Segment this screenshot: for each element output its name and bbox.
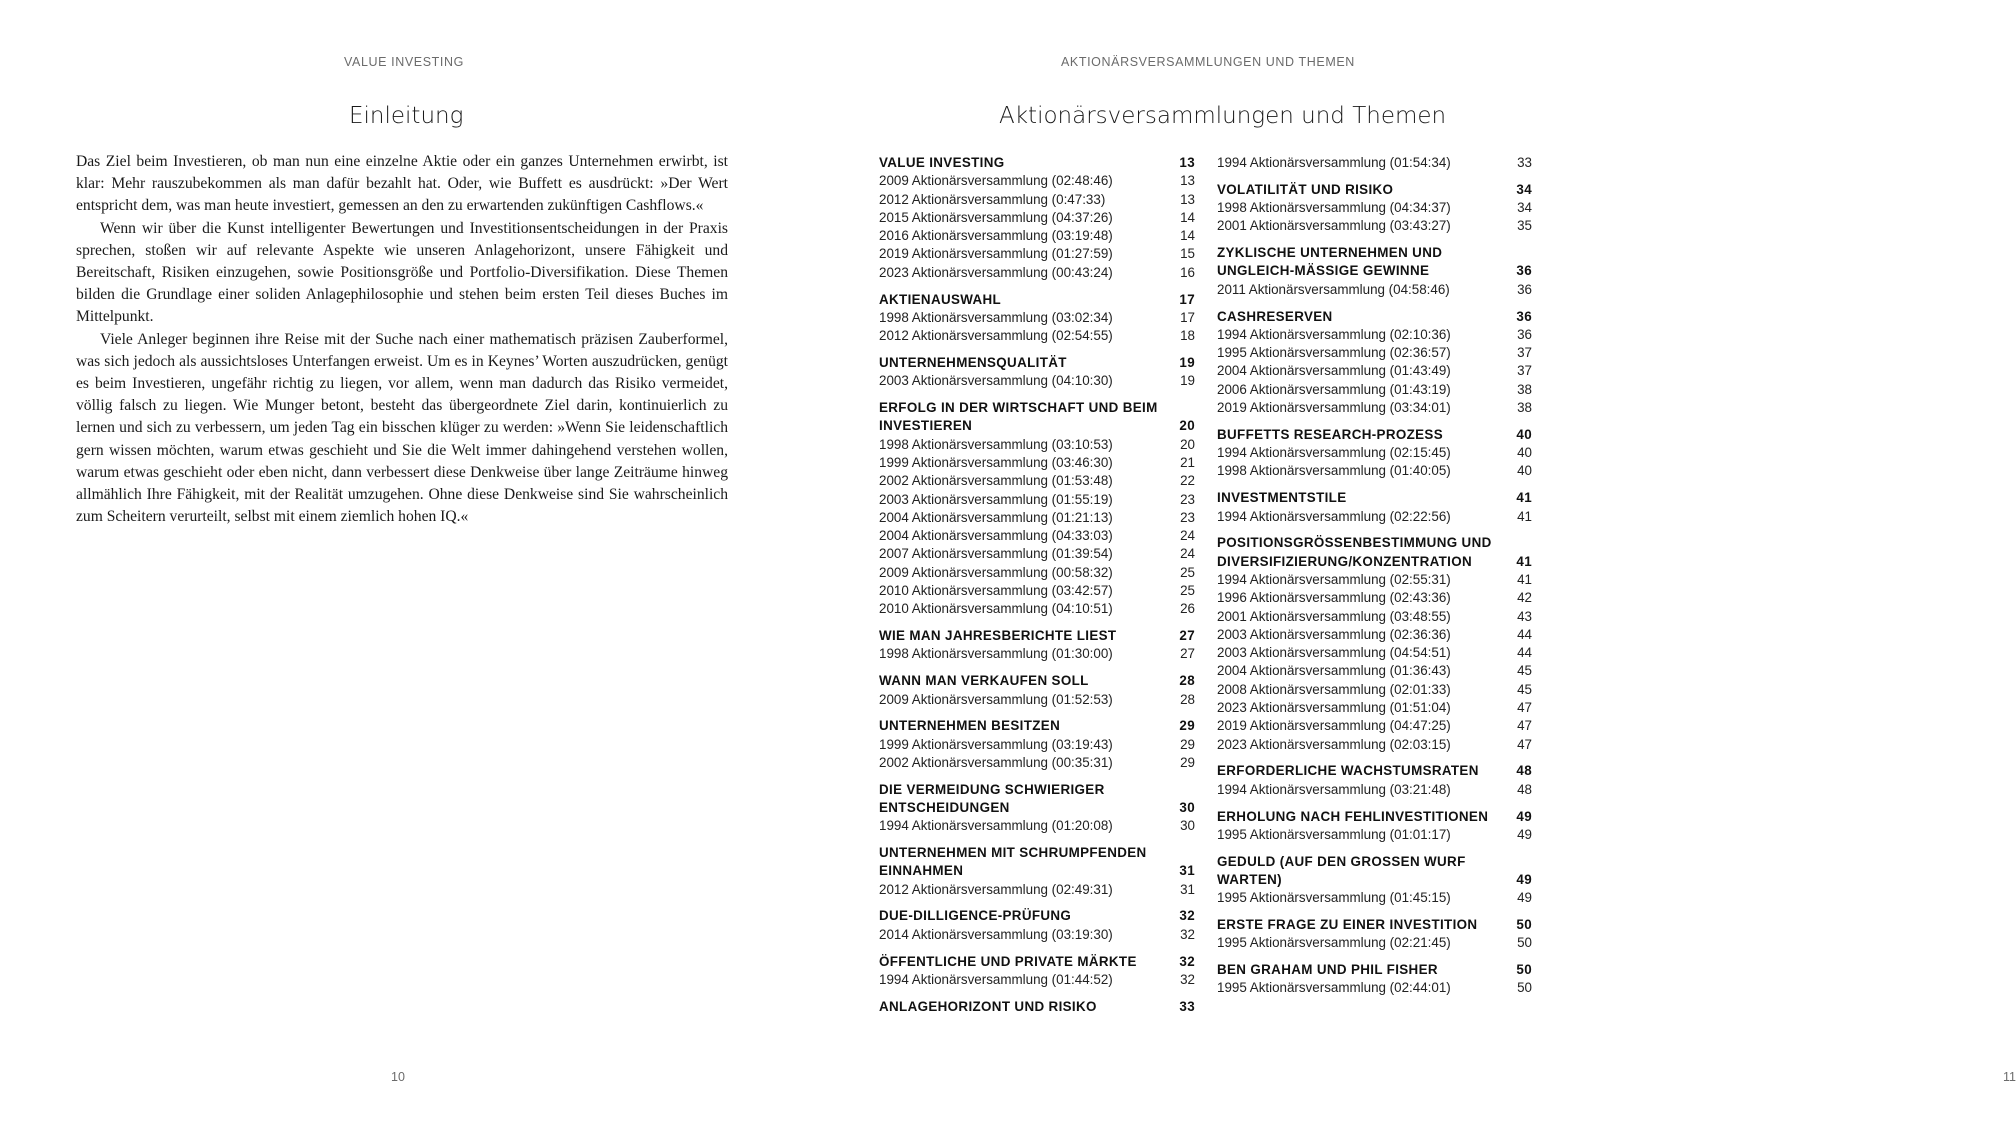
toc-entry	[879, 971, 1195, 989]
toc-entry-page: 34	[1517, 200, 1532, 216]
toc-entry-label: 2019 Aktionärsversammlung (03:34:01)	[1217, 400, 1451, 416]
toc-entry-page: 44	[1517, 626, 1532, 642]
toc-heading-page: 36	[1516, 263, 1532, 279]
toc-heading-title: ÖFFENTLICHE UND PRIVATE MÄRKTE	[879, 953, 1137, 969]
toc-entry-page: 37	[1517, 345, 1532, 361]
toc-section-heading	[1217, 961, 1532, 979]
toc-heading-title: WIE MAN JAHRESBERICHTE LIEST	[879, 628, 1117, 644]
toc-section	[1217, 308, 1532, 418]
paragraph: Das Ziel beim Investieren, ob man nun eine einzelne Aktie oder ein ganzes Unternehmen erwirbt, ist klar: Mehr rauszubekommen als man dafür bezahlt hat. Oder, wie Buffett es ausdrückt: »Der Wert entspricht dem, was man heute investiert, gemessen an den zu erwartenden zukünftigen Cashflows.«	[76, 153, 728, 215]
toc-section-heading	[879, 354, 1195, 372]
toc-entry-page: 28	[1180, 691, 1195, 707]
toc-entry-page: 32	[1180, 926, 1195, 942]
toc-section	[879, 672, 1195, 709]
toc-section	[879, 154, 1195, 282]
toc-entry-page: 21	[1180, 454, 1195, 470]
page-number-left: 10	[391, 1070, 405, 1084]
toc-title: Aktionärsversammlungen und Themen	[999, 103, 1447, 129]
toc-heading-title: POSITIONSGRÖSSENBESTIMMUNG UND DIVERSIFIZIERUNG/KONZENTRATION	[1217, 535, 1492, 569]
toc-heading-page: 20	[1179, 418, 1195, 434]
toc-entry-page: 23	[1180, 491, 1195, 507]
toc-entry-label: 2019 Aktionärsversammlung (04:47:25)	[1217, 718, 1451, 734]
toc-entry	[879, 191, 1195, 209]
toc-entry-label: 2010 Aktionärsversammlung (04:10:51)	[879, 601, 1113, 617]
toc-entry-label: 2019 Aktionärsversammlung (01:27:59)	[879, 246, 1113, 262]
toc-entry-label: 2014 Aktionärsversammlung (03:19:30)	[879, 926, 1113, 942]
toc-entry	[879, 736, 1195, 754]
toc-entry-label: 2003 Aktionärsversammlung (02:36:36)	[1217, 626, 1451, 642]
toc-entry-page: 19	[1180, 373, 1195, 389]
toc-entry-page: 17	[1180, 309, 1195, 325]
toc-heading-page: 17	[1179, 291, 1195, 307]
toc-entry-label: 2002 Aktionärsversammlung (01:53:48)	[879, 473, 1113, 489]
toc-entry-label: 2004 Aktionärsversammlung (01:43:49)	[1217, 363, 1451, 379]
toc-entry	[879, 509, 1195, 527]
toc-entry-label: 1999 Aktionärsversammlung (03:19:43)	[879, 736, 1113, 752]
toc-entry-label: 1998 Aktionärsversammlung (03:10:53)	[879, 436, 1113, 452]
toc-entry	[1217, 508, 1532, 526]
toc-section-heading	[879, 998, 1195, 1016]
toc-heading-page: 13	[1179, 155, 1195, 170]
toc-entry	[879, 209, 1195, 227]
toc-section	[879, 291, 1195, 346]
toc-entry-page: 24	[1180, 546, 1195, 562]
toc-entry-page: 32	[1180, 971, 1195, 987]
toc-entry-label: 1995 Aktionärsversammlung (01:45:15)	[1217, 890, 1451, 906]
toc-section	[879, 354, 1195, 391]
toc-heading-title: ERHOLUNG NACH FEHLINVESTITIONEN	[1217, 808, 1489, 824]
toc-entry	[1217, 626, 1532, 644]
toc-heading-title: DIE VERMEIDUNG SCHWIERIGER ENTSCHEIDUNGEN	[879, 781, 1105, 815]
toc-heading-title: DUE-DILLIGENCE-PRÜFUNG	[879, 908, 1072, 924]
toc-entry-page: 36	[1517, 326, 1532, 342]
toc-entry-page: 38	[1517, 400, 1532, 416]
toc-entry	[1217, 399, 1532, 417]
toc-section-heading	[1217, 916, 1532, 934]
toc-entry-page: 13	[1180, 173, 1195, 189]
toc-heading-page: 49	[1516, 808, 1532, 824]
toc-entry-label: 1994 Aktionärsversammlung (02:22:56)	[1217, 508, 1451, 524]
toc-entry-label: 1996 Aktionärsversammlung (02:43:36)	[1217, 590, 1451, 606]
toc-entry-page: 47	[1517, 700, 1532, 716]
toc-section-heading	[879, 781, 1195, 818]
toc-entry-page: 25	[1180, 583, 1195, 599]
toc-entry-label: 1994 Aktionärsversammlung (02:15:45)	[1217, 445, 1451, 461]
toc-heading-page: 29	[1179, 718, 1195, 734]
toc-entry	[879, 227, 1195, 245]
toc-column-right	[1217, 154, 1532, 1006]
toc-entry	[1217, 217, 1532, 235]
toc-heading-page: 36	[1516, 308, 1532, 324]
toc-section	[1217, 808, 1532, 845]
toc-entry-label: 1994 Aktionärsversammlung (01:44:52)	[879, 971, 1113, 987]
toc-section	[879, 781, 1195, 836]
toc-entry	[879, 754, 1195, 772]
toc-section-heading	[1217, 534, 1532, 571]
toc-section	[879, 907, 1195, 944]
toc-entry	[1217, 462, 1532, 480]
toc-heading-page: 50	[1516, 916, 1532, 932]
toc-section	[1217, 154, 1532, 172]
toc-entry-label: 1999 Aktionärsversammlung (03:46:30)	[879, 454, 1113, 470]
toc-entry-page: 42	[1517, 590, 1532, 606]
running-head-left: VALUE INVESTING	[344, 55, 464, 69]
toc-entry-page: 18	[1180, 328, 1195, 344]
toc-section-heading	[1217, 489, 1532, 507]
toc-section	[1217, 426, 1532, 481]
toc-entry	[1217, 444, 1532, 462]
toc-entry-page: 49	[1517, 826, 1532, 842]
toc-entry	[879, 600, 1195, 618]
toc-heading-title: BEN GRAHAM UND PHIL FISHER	[1217, 962, 1438, 978]
toc-section-heading	[879, 291, 1195, 309]
toc-section	[1217, 534, 1532, 754]
toc-heading-page: 31	[1179, 863, 1195, 879]
toc-entry	[1217, 344, 1532, 362]
toc-entry-label: 2015 Aktionärsversammlung (04:37:26)	[879, 209, 1113, 225]
toc-section-heading	[1217, 853, 1532, 890]
left-page	[0, 0, 800, 1129]
toc-entry-label: 2004 Aktionärsversammlung (04:33:03)	[879, 528, 1113, 544]
toc-entry	[879, 645, 1195, 663]
toc-section	[879, 717, 1195, 772]
toc-entry-page: 41	[1517, 508, 1532, 524]
toc-section	[1217, 489, 1532, 526]
toc-heading-title: VOLATILITÄT UND RISIKO	[1217, 181, 1394, 197]
toc-entry	[1217, 934, 1532, 952]
toc-heading-title: INVESTMENTSTILE	[1217, 490, 1347, 506]
toc-entry-label: 1998 Aktionärsversammlung (01:30:00)	[879, 646, 1113, 662]
toc-entry-label: 2003 Aktionärsversammlung (04:10:30)	[879, 373, 1113, 389]
toc-section	[1217, 762, 1532, 799]
toc-heading-page: 33	[1179, 998, 1195, 1014]
toc-entry-page: 13	[1180, 191, 1195, 207]
toc-entry-label: 2023 Aktionärsversammlung (01:51:04)	[1217, 700, 1451, 716]
toc-entry-page: 29	[1180, 754, 1195, 770]
toc-entry	[879, 817, 1195, 835]
toc-entry-page: 44	[1517, 645, 1532, 661]
toc-heading-page: 34	[1516, 181, 1532, 197]
toc-heading-title: ERFORDERLICHE WACHSTUMSRATEN	[1217, 763, 1479, 779]
toc-entry	[879, 372, 1195, 390]
toc-entry	[1217, 154, 1532, 172]
toc-entry-page: 47	[1517, 718, 1532, 734]
toc-entry	[1217, 889, 1532, 907]
toc-section	[879, 399, 1195, 619]
toc-heading-title: GEDULD (AUF DEN GROSSEN WURF WARTEN)	[1217, 853, 1466, 887]
toc-section-heading	[879, 953, 1195, 971]
toc-entry-page: 40	[1517, 445, 1532, 461]
paragraph: Viele Anleger beginnen ihre Reise mit der Suche nach einer mathematisch präzisen Zauberformel, was sich jedoch als aussichtsloses Unterfangen erweist. Um es in Keynes’ Worten auszudrücken, genügt es beim Investieren, ungefähr richtig zu liegen, vor allem, wenn man dadurch das Risiko vermeidet, völlig falsch zu liegen. Wie Munger betont, besteht das übergeordnete Ziel darin, kontinuierlich zu lernen und sich zu verbessern, um jeden Tag ein bisschen klüger zu werden: »Wenn Sie leidenschaftlich gern wissen möchten, warum etwas geschieht und Sie die Welt immer dahingehend verstehen wollen, warum etwas geschieht oder eben nicht, dann verbessert diese Denkweise über lange Zeiträume hinweg allmählich Ihre Fähigkeit, mit der Realität umzugehen. Ohne diese Denkweise sind Sie wahrscheinlich zum Scheitern verurteilt, selbst mit einem ziemlich hohen IQ.«	[76, 330, 728, 526]
toc-entry-label: 1994 Aktionärsversammlung (02:55:31)	[1217, 571, 1451, 587]
toc-entry-page: 31	[1180, 881, 1195, 897]
toc-entry	[1217, 644, 1532, 662]
toc-section-heading	[879, 627, 1195, 645]
toc-entry	[879, 881, 1195, 899]
toc-section	[1217, 244, 1532, 299]
toc-heading-title: VALUE INVESTING	[879, 155, 1005, 170]
toc-entry	[1217, 362, 1532, 380]
toc-entry-label: 2009 Aktionärsversammlung (00:58:32)	[879, 564, 1113, 580]
toc-entry	[879, 454, 1195, 472]
toc-entry-label: 1995 Aktionärsversammlung (02:36:57)	[1217, 345, 1451, 361]
toc-entry-label: 1995 Aktionärsversammlung (02:44:01)	[1217, 980, 1451, 996]
toc-entry-page: 29	[1180, 736, 1195, 752]
toc-entry-page: 45	[1517, 663, 1532, 679]
toc-entry	[879, 691, 1195, 709]
toc-entry-page: 50	[1517, 935, 1532, 951]
toc-entry-label: 1994 Aktionärsversammlung (01:54:34)	[1217, 155, 1451, 170]
toc-heading-title: AKTIENAUSWAHL	[879, 291, 1002, 307]
toc-entry-page: 41	[1517, 571, 1532, 587]
toc-entry	[1217, 662, 1532, 680]
toc-entry-page: 45	[1517, 681, 1532, 697]
toc-entry-label: 2012 Aktionärsversammlung (02:54:55)	[879, 328, 1113, 344]
toc-entry	[1217, 717, 1532, 735]
toc-entry	[879, 564, 1195, 582]
toc-heading-title: CASHRESERVEN	[1217, 308, 1333, 324]
toc-entry-page: 38	[1517, 381, 1532, 397]
toc-entry-label: 1998 Aktionärsversammlung (03:02:34)	[879, 309, 1113, 325]
toc-entry-page: 35	[1517, 218, 1532, 234]
toc-heading-page: 50	[1516, 962, 1532, 978]
toc-column-left	[879, 154, 1195, 1024]
toc-entry	[1217, 589, 1532, 607]
toc-entry-page: 50	[1517, 980, 1532, 996]
toc-entry-page: 15	[1180, 246, 1195, 262]
toc-entry-label: 2004 Aktionärsversammlung (01:21:13)	[879, 509, 1113, 525]
toc-entry	[879, 309, 1195, 327]
toc-entry-label: 2009 Aktionärsversammlung (02:48:46)	[879, 173, 1113, 189]
toc-heading-page: 41	[1516, 490, 1532, 506]
toc-entry-page: 30	[1180, 818, 1195, 834]
toc-entry-label: 2003 Aktionärsversammlung (04:54:51)	[1217, 645, 1451, 661]
toc-heading-title: UNTERNEHMENSQUALITÄT	[879, 354, 1067, 370]
toc-entry-label: 2012 Aktionärsversammlung (02:49:31)	[879, 881, 1113, 897]
toc-entry	[1217, 826, 1532, 844]
toc-entry-label: 2004 Aktionärsversammlung (01:36:43)	[1217, 663, 1451, 679]
toc-section	[1217, 853, 1532, 908]
toc-entry-label: 1994 Aktionärsversammlung (01:20:08)	[879, 818, 1113, 834]
toc-heading-page: 28	[1179, 673, 1195, 689]
toc-entry-label: 2006 Aktionärsversammlung (01:43:19)	[1217, 381, 1451, 397]
toc-heading-page: 49	[1516, 871, 1532, 887]
toc-entry-page: 43	[1517, 608, 1532, 624]
toc-section	[879, 627, 1195, 664]
toc-heading-page: 32	[1179, 908, 1195, 924]
toc-entry	[1217, 699, 1532, 717]
toc-entry-label: 2023 Aktionärsversammlung (00:43:24)	[879, 264, 1113, 280]
toc-entry	[879, 264, 1195, 282]
toc-entry-page: 24	[1180, 528, 1195, 544]
toc-entry-page: 22	[1180, 473, 1195, 489]
toc-section-heading	[1217, 181, 1532, 199]
toc-entry	[1217, 381, 1532, 399]
running-head-right: AKTIONÄRSVERSAMMLUNGEN UND THEMEN	[1061, 55, 1355, 69]
toc-entry	[879, 545, 1195, 563]
toc-entry-page: 27	[1180, 646, 1195, 662]
toc-entry-page: 25	[1180, 564, 1195, 580]
toc-entry	[1217, 681, 1532, 699]
toc-entry	[1217, 608, 1532, 626]
toc-entry-label: 1995 Aktionärsversammlung (02:21:45)	[1217, 935, 1451, 951]
toc-entry-label: 2001 Aktionärsversammlung (03:43:27)	[1217, 218, 1451, 234]
toc-heading-page: 41	[1516, 553, 1532, 569]
toc-entry-label: 1998 Aktionärsversammlung (04:34:37)	[1217, 200, 1451, 216]
toc-section	[879, 998, 1195, 1016]
toc-entry	[879, 245, 1195, 263]
toc-heading-page: 19	[1179, 354, 1195, 370]
toc-entry-label: 2007 Aktionärsversammlung (01:39:54)	[879, 546, 1113, 562]
toc-entry-page: 20	[1180, 436, 1195, 452]
toc-entry-label: 2010 Aktionärsversammlung (03:42:57)	[879, 583, 1113, 599]
toc-entry-label: 2001 Aktionärsversammlung (03:48:55)	[1217, 608, 1451, 624]
toc-entry	[879, 527, 1195, 545]
toc-heading-title: UNTERNEHMEN MIT SCHRUMPFENDEN EINNAHMEN	[879, 845, 1147, 879]
toc-section-heading	[879, 399, 1195, 436]
toc-section	[1217, 181, 1532, 236]
toc-entry	[1217, 326, 1532, 344]
toc-entry	[1217, 281, 1532, 299]
toc-section	[879, 953, 1195, 990]
toc-entry-page: 49	[1517, 890, 1532, 906]
toc-entry	[879, 926, 1195, 944]
toc-section-heading	[879, 907, 1195, 925]
toc-heading-title: ERSTE FRAGE ZU EINER INVESTITION	[1217, 916, 1478, 932]
toc-entry-label: 2003 Aktionärsversammlung (01:55:19)	[879, 491, 1113, 507]
toc-section	[1217, 961, 1532, 998]
toc-heading-title: WANN MAN VERKAUFEN SOLL	[879, 673, 1089, 689]
toc-entry	[1217, 571, 1532, 589]
toc-heading-page: 30	[1179, 800, 1195, 815]
toc-entry-page: 33	[1517, 155, 1532, 170]
toc-entry-label: 1994 Aktionärsversammlung (02:10:36)	[1217, 326, 1451, 342]
toc-section-heading	[879, 717, 1195, 735]
toc-heading-title: UNTERNEHMEN BESITZEN	[879, 718, 1061, 734]
toc-entry-page: 16	[1180, 264, 1195, 280]
toc-heading-page: 40	[1516, 426, 1532, 442]
toc-section	[1217, 916, 1532, 953]
toc-entry	[879, 327, 1195, 345]
toc-section-heading	[1217, 308, 1532, 326]
paragraph: Wenn wir über die Kunst intelligenter Bewertungen und Investitionsentscheidungen in der Praxis sprechen, stoßen wir auf relevante Aspekte wie unseren Anlagehorizont, unsere Fähigkeit und Bereitschaft, Risiken einzugehen, sowie Positionsgröße und Portfolio-Diversifikation. Diese Themen bilden die Grundlage einer soliden Anlagephilosophie und stehen beim ersten Teil dieses Buches im Mittelpunkt.	[76, 219, 728, 326]
toc-entry	[879, 172, 1195, 190]
toc-entry	[1217, 736, 1532, 754]
toc-section-heading	[1217, 762, 1532, 780]
toc-entry-page: 47	[1517, 736, 1532, 752]
toc-entry-label: 1994 Aktionärsversammlung (03:21:48)	[1217, 781, 1451, 797]
toc-heading-title: ANLAGEHORIZONT UND RISIKO	[879, 998, 1097, 1014]
toc-section-heading	[879, 672, 1195, 690]
toc-entry-page: 37	[1517, 363, 1532, 379]
toc-entry-page: 36	[1517, 281, 1532, 297]
toc-heading-title: ERFOLG IN DER WIRTSCHAFT UND BEIM INVESTIEREN	[879, 400, 1158, 434]
body-text	[76, 151, 728, 528]
toc-entry-label: 1998 Aktionärsversammlung (01:40:05)	[1217, 463, 1451, 479]
toc-entry-page: 40	[1517, 463, 1532, 479]
toc-entry	[879, 491, 1195, 509]
toc-entry-page: 14	[1180, 209, 1195, 225]
page-number-right: 11	[2003, 1070, 2016, 1084]
toc-entry-page: 48	[1517, 781, 1532, 797]
toc-section-heading	[1217, 426, 1532, 444]
toc-entry-label: 2008 Aktionärsversammlung (02:01:33)	[1217, 681, 1451, 697]
toc-section-heading	[879, 154, 1195, 172]
chapter-title: Einleitung	[349, 103, 464, 129]
toc-heading-title: BUFFETTS RESEARCH-PROZESS	[1217, 426, 1443, 442]
toc-entry-label: 2016 Aktionärsversammlung (03:19:48)	[879, 228, 1113, 244]
toc-heading-title: ZYKLISCHE UNTERNEHMEN UND UNGLEICH-MÄSSIGE GEWINNE	[1217, 245, 1443, 279]
toc-entry	[879, 582, 1195, 600]
toc-section-heading	[1217, 808, 1532, 826]
toc-entry-label: 2002 Aktionärsversammlung (00:35:31)	[879, 754, 1113, 770]
toc-section-heading	[879, 844, 1195, 881]
toc-heading-page: 27	[1179, 628, 1195, 644]
toc-entry	[879, 472, 1195, 490]
toc-entry-label: 2011 Aktionärsversammlung (04:58:46)	[1217, 281, 1450, 297]
toc-entry-label: 2009 Aktionärsversammlung (01:52:53)	[879, 691, 1113, 707]
toc-entry	[1217, 199, 1532, 217]
toc-entry-label: 2012 Aktionärsversammlung (0:47:33)	[879, 191, 1106, 207]
toc-entry-page: 14	[1180, 228, 1195, 244]
toc-entry-page: 26	[1180, 601, 1195, 617]
toc-section	[879, 844, 1195, 899]
toc-entry	[1217, 979, 1532, 997]
toc-section-heading	[1217, 244, 1532, 281]
toc-heading-page: 32	[1179, 953, 1195, 969]
toc-entry-page: 23	[1180, 509, 1195, 525]
toc-heading-page: 48	[1516, 763, 1532, 779]
toc-entry-label: 2023 Aktionärsversammlung (02:03:15)	[1217, 736, 1451, 752]
toc-entry-label: 1995 Aktionärsversammlung (01:01:17)	[1217, 826, 1451, 842]
toc-entry	[1217, 781, 1532, 799]
toc-entry	[879, 436, 1195, 454]
